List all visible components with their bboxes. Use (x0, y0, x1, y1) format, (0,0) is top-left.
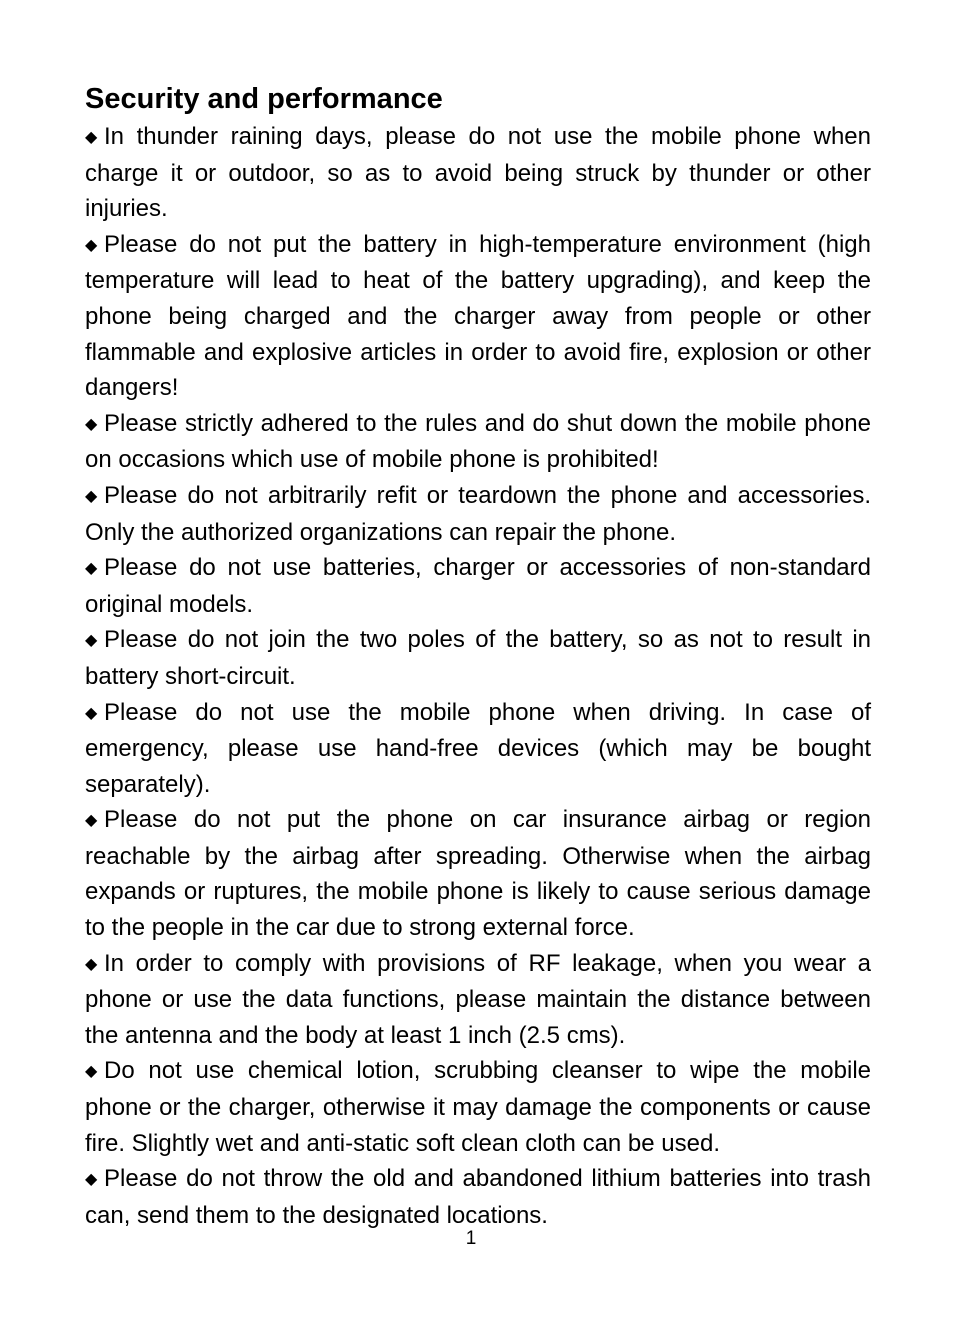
diamond-bullet-icon: ◆ (85, 955, 98, 973)
safety-item-9 (85, 946, 871, 1054)
safety-list (85, 119, 871, 1233)
safety-item-5 (85, 550, 871, 622)
safety-item-text: Please do not use batteries, charger or accessories of non-standard original models. (85, 554, 871, 618)
safety-item-10 (85, 1053, 871, 1161)
safety-item-4 (85, 478, 871, 550)
safety-item-11 (85, 1161, 871, 1233)
safety-item-6 (85, 622, 871, 694)
diamond-bullet-icon: ◆ (85, 1171, 98, 1189)
safety-item-text: Please do not join the two poles of the battery, so as not to result in battery short-circuit. (85, 626, 871, 690)
diamond-bullet-icon: ◆ (85, 560, 98, 578)
safety-item-text: Please do not put the battery in high-temperature environment (high temperature will lead to heat of the battery upgrading), and keep the phone being charged and the charger away from people or other flammable and explosive articles in order to avoid fire, explosion or other dangers! (85, 230, 871, 402)
safety-item-7 (85, 695, 871, 803)
section-title: Security and performance (85, 83, 443, 115)
safety-item-text: Please do not use the mobile phone when driving. In case of emergency, please use hand-free devices (which may be bought separately). (85, 698, 871, 798)
safety-item-3 (85, 406, 871, 478)
diamond-bullet-icon: ◆ (85, 129, 98, 146)
diamond-bullet-icon: ◆ (85, 704, 98, 722)
diamond-bullet-icon: ◆ (85, 487, 98, 505)
safety-item-2 (85, 227, 871, 406)
safety-item-text: Please do not throw the old and abandoned lithium batteries into trash can, send them to the designated locations. (85, 1165, 871, 1229)
safety-item-text: Please strictly adhered to the rules and do shut down the mobile phone on occasions which use of mobile phone is prohibited! (85, 409, 871, 474)
safety-item-text: Please do not arbitrarily refit or teardown the phone and accessories. Only the authorized organizations can repair the phone. (85, 481, 871, 546)
safety-item-text: In order to comply with provisions of RF leakage, when you wear a phone or use the data functions, please maintain the distance between the antenna and the body at least 1 inch (2.5 cms). (85, 949, 871, 1049)
safety-item-1 (85, 119, 871, 227)
page-number: 1 (465, 1228, 477, 1249)
diamond-bullet-icon: ◆ (85, 415, 98, 433)
safety-item-text: Do not use chemical lotion, scrubbing cleanser to wipe the mobile phone or the charger, otherwise it may damage the components or cause fire. Slightly wet and anti-static soft clean cloth can be used. (85, 1057, 871, 1157)
document-page (85, 79, 871, 1233)
safety-item-8 (85, 802, 871, 945)
diamond-bullet-icon: ◆ (85, 812, 98, 830)
safety-item-text: Please do not put the phone on car insurance airbag or region reachable by the airbag after spreading. Otherwise when the airbag expands or ruptures, the mobile phone is likely to cause serious damage to the people in the car due to strong external force. (85, 806, 871, 942)
diamond-bullet-icon: ◆ (85, 236, 98, 254)
safety-item-text: In thunder raining days, please do not use the mobile phone when charge it or outdoor, so as to avoid being struck by thunder or other injuries. (85, 123, 871, 223)
diamond-bullet-icon: ◆ (85, 632, 98, 650)
diamond-bullet-icon: ◆ (85, 1063, 98, 1081)
